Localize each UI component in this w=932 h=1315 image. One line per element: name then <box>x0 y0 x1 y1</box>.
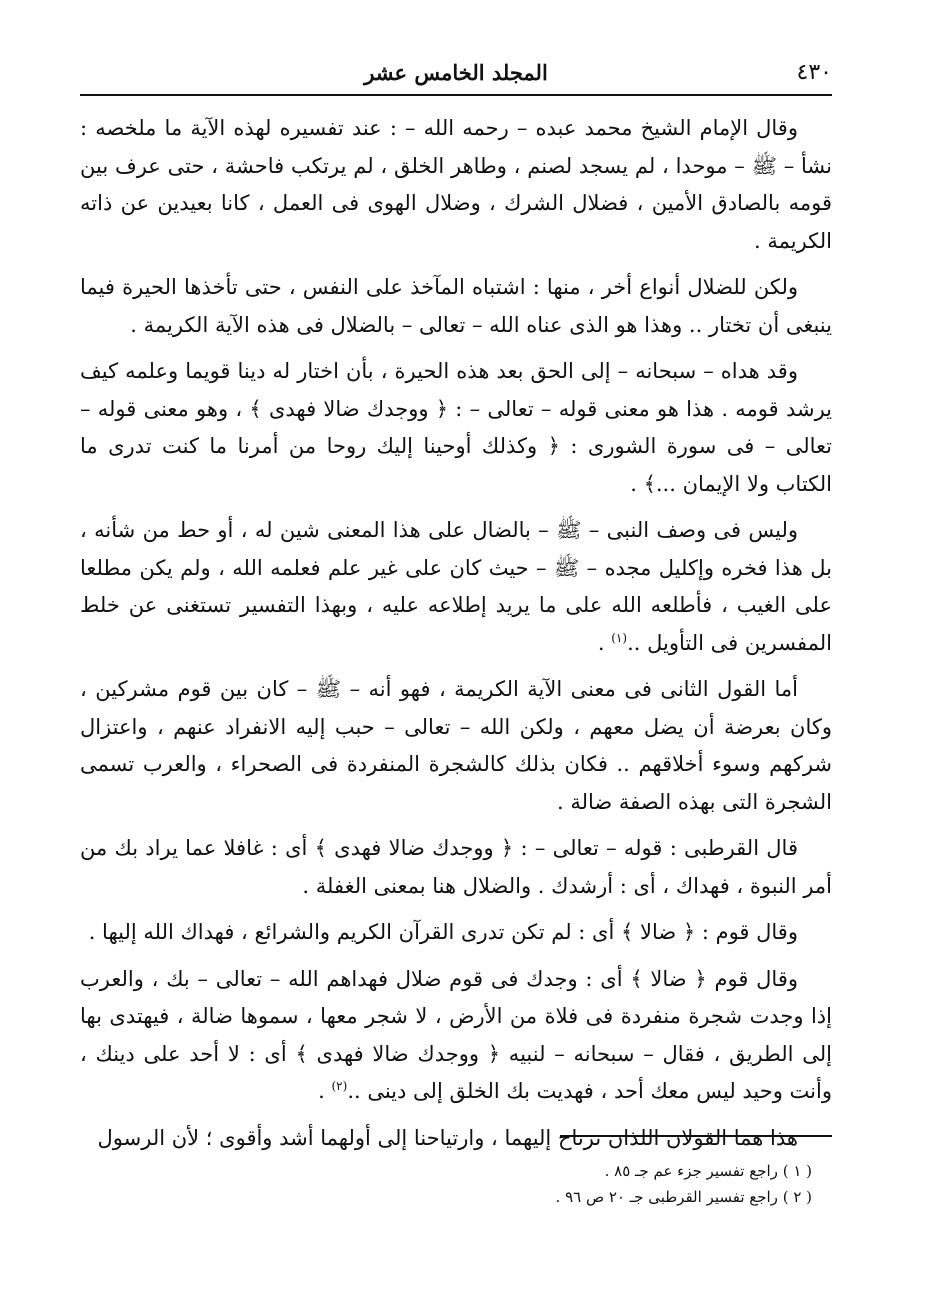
paragraph: وقال قوم : ﴿ ضالا ﴾ أى : لم تكن تدرى القرآن الكريم والشرائع ، فهداك الله إليها . <box>88 920 798 944</box>
page-number: ٤٣٠ <box>796 60 832 85</box>
page-header <box>80 52 832 96</box>
footnote-divider <box>560 1135 832 1137</box>
paragraph: وقد هداه – سبحانه – إلى الحق بعد هذه الحيرة ، بأن اختار له دينا قويما وعلمه كيف يرشد قومه . هذا هو معنى قوله – تعالى – : ﴿ ووجدك ضالا فهدى ﴾ ، وهو معنى قوله – تعالى – فى سورة الشورى : ﴿ وكذلك أوحينا إليك روحا من أمرنا ما كنت تدرى ما الكتاب ولا الإيمان ...﴾ . <box>80 359 832 496</box>
paragraph: هذا هما القولان اللذان نرتاح إليهما ، وارتياحنا إلى أولهما أشد وأقوى ؛ لأن الرسول <box>97 1125 798 1150</box>
main-text <box>80 110 832 1166</box>
paragraph: وقال قوم ﴿ ضالا ﴾ أى : وجدك فى قوم ضلال فهداهم الله – تعالى – بك ، والعرب إذا وجدت شجرة منفردة فى فلاة من الأرض ، لا شجر معها ، سموها ضالة ، فيهتدى بها إلى الطريق ، فقال – سبحانه – لنبيه ﴿ ووجدك ضالا فهدى ﴾ أى : لا أحد على دينك ، وأنت وحيد ليس معك أحد ، فهديت بك الخلق إلى دينى ..$^{(٢)}$ . <box>80 966 832 1103</box>
footnotes <box>312 1158 812 1210</box>
footnote-item: ( ٢ ) راجع تفسير القرطبى جـ ٢٠ ص ٩٦ . <box>555 1188 812 1206</box>
footnote-item: ( ١ ) راجع تفسير جزء عم جـ ٨٥ . <box>604 1162 812 1180</box>
paragraph: وليس فى وصف النبى – ﷺ – بالضال على هذا المعنى شين له ، أو حط من شأنه ، بل هذا فخره وإكليل مجده – ﷺ – حيث كان على غير علم فعلمه الله ، ولم يكن مطلعا على الغيب ، فأطلعه الله على ما يريد إطلاعه عليه ، وبهذا التفسير تستغنى عن خلط المفسرين فى التأويل ..$^{(١)}$ . <box>80 518 832 655</box>
footnote-ref[interactable]: (٢) <box>331 1079 348 1093</box>
paragraph: وقال الإمام الشيخ محمد عبده – رحمه الله – : عند تفسيره لهذه الآية ما ملخصه : نشأ – ﷺ – موحدا ، لم يسجد لصنم ، وطاهر الخلق ، لم يرتكب فاحشة ، حتى عرف بين قومه بالصادق الأمين ، فضلال الشرك ، وضلال الهوى فى العمل ، كانا بعيدين عن ذاته الكريمة . <box>80 116 832 253</box>
paragraph: ولكن للضلال أنواع أخر ، منها : اشتباه المآخذ على النفس ، حتى تأخذها الحيرة فيما ينبغى أن تختار .. وهذا هو الذى عناه الله – تعالى – بالضلال فى هذه الآية الكريمة . <box>80 275 832 337</box>
paragraph: قال القرطبى : قوله – تعالى – : ﴿ ووجدك ضالا فهدى ﴾ أى : غافلا عما يراد بك من أمر النبوة ، فهداك ، أى : أرشدك . والضلال هنا بمعنى الغفلة . <box>80 836 832 898</box>
paragraph: أما القول الثانى فى معنى الآية الكريمة ، فهو أنه – ﷺ – كان بين قوم مشركين ، وكان بعرضة أن يضل معهم ، ولكن الله – تعالى – حبب إليه الانفراد عنهم ، واعتزال شركهم وسوء أخلاقهم .. فكان بذلك كالشجرة المنفردة فى الصحراء ، والعرب تسمى الشجرة التى بهذه الصفة ضالة . <box>80 677 832 814</box>
running-title: المجلد الخامس عشر <box>364 60 548 85</box>
footnote-ref[interactable]: (١) <box>611 630 628 645</box>
